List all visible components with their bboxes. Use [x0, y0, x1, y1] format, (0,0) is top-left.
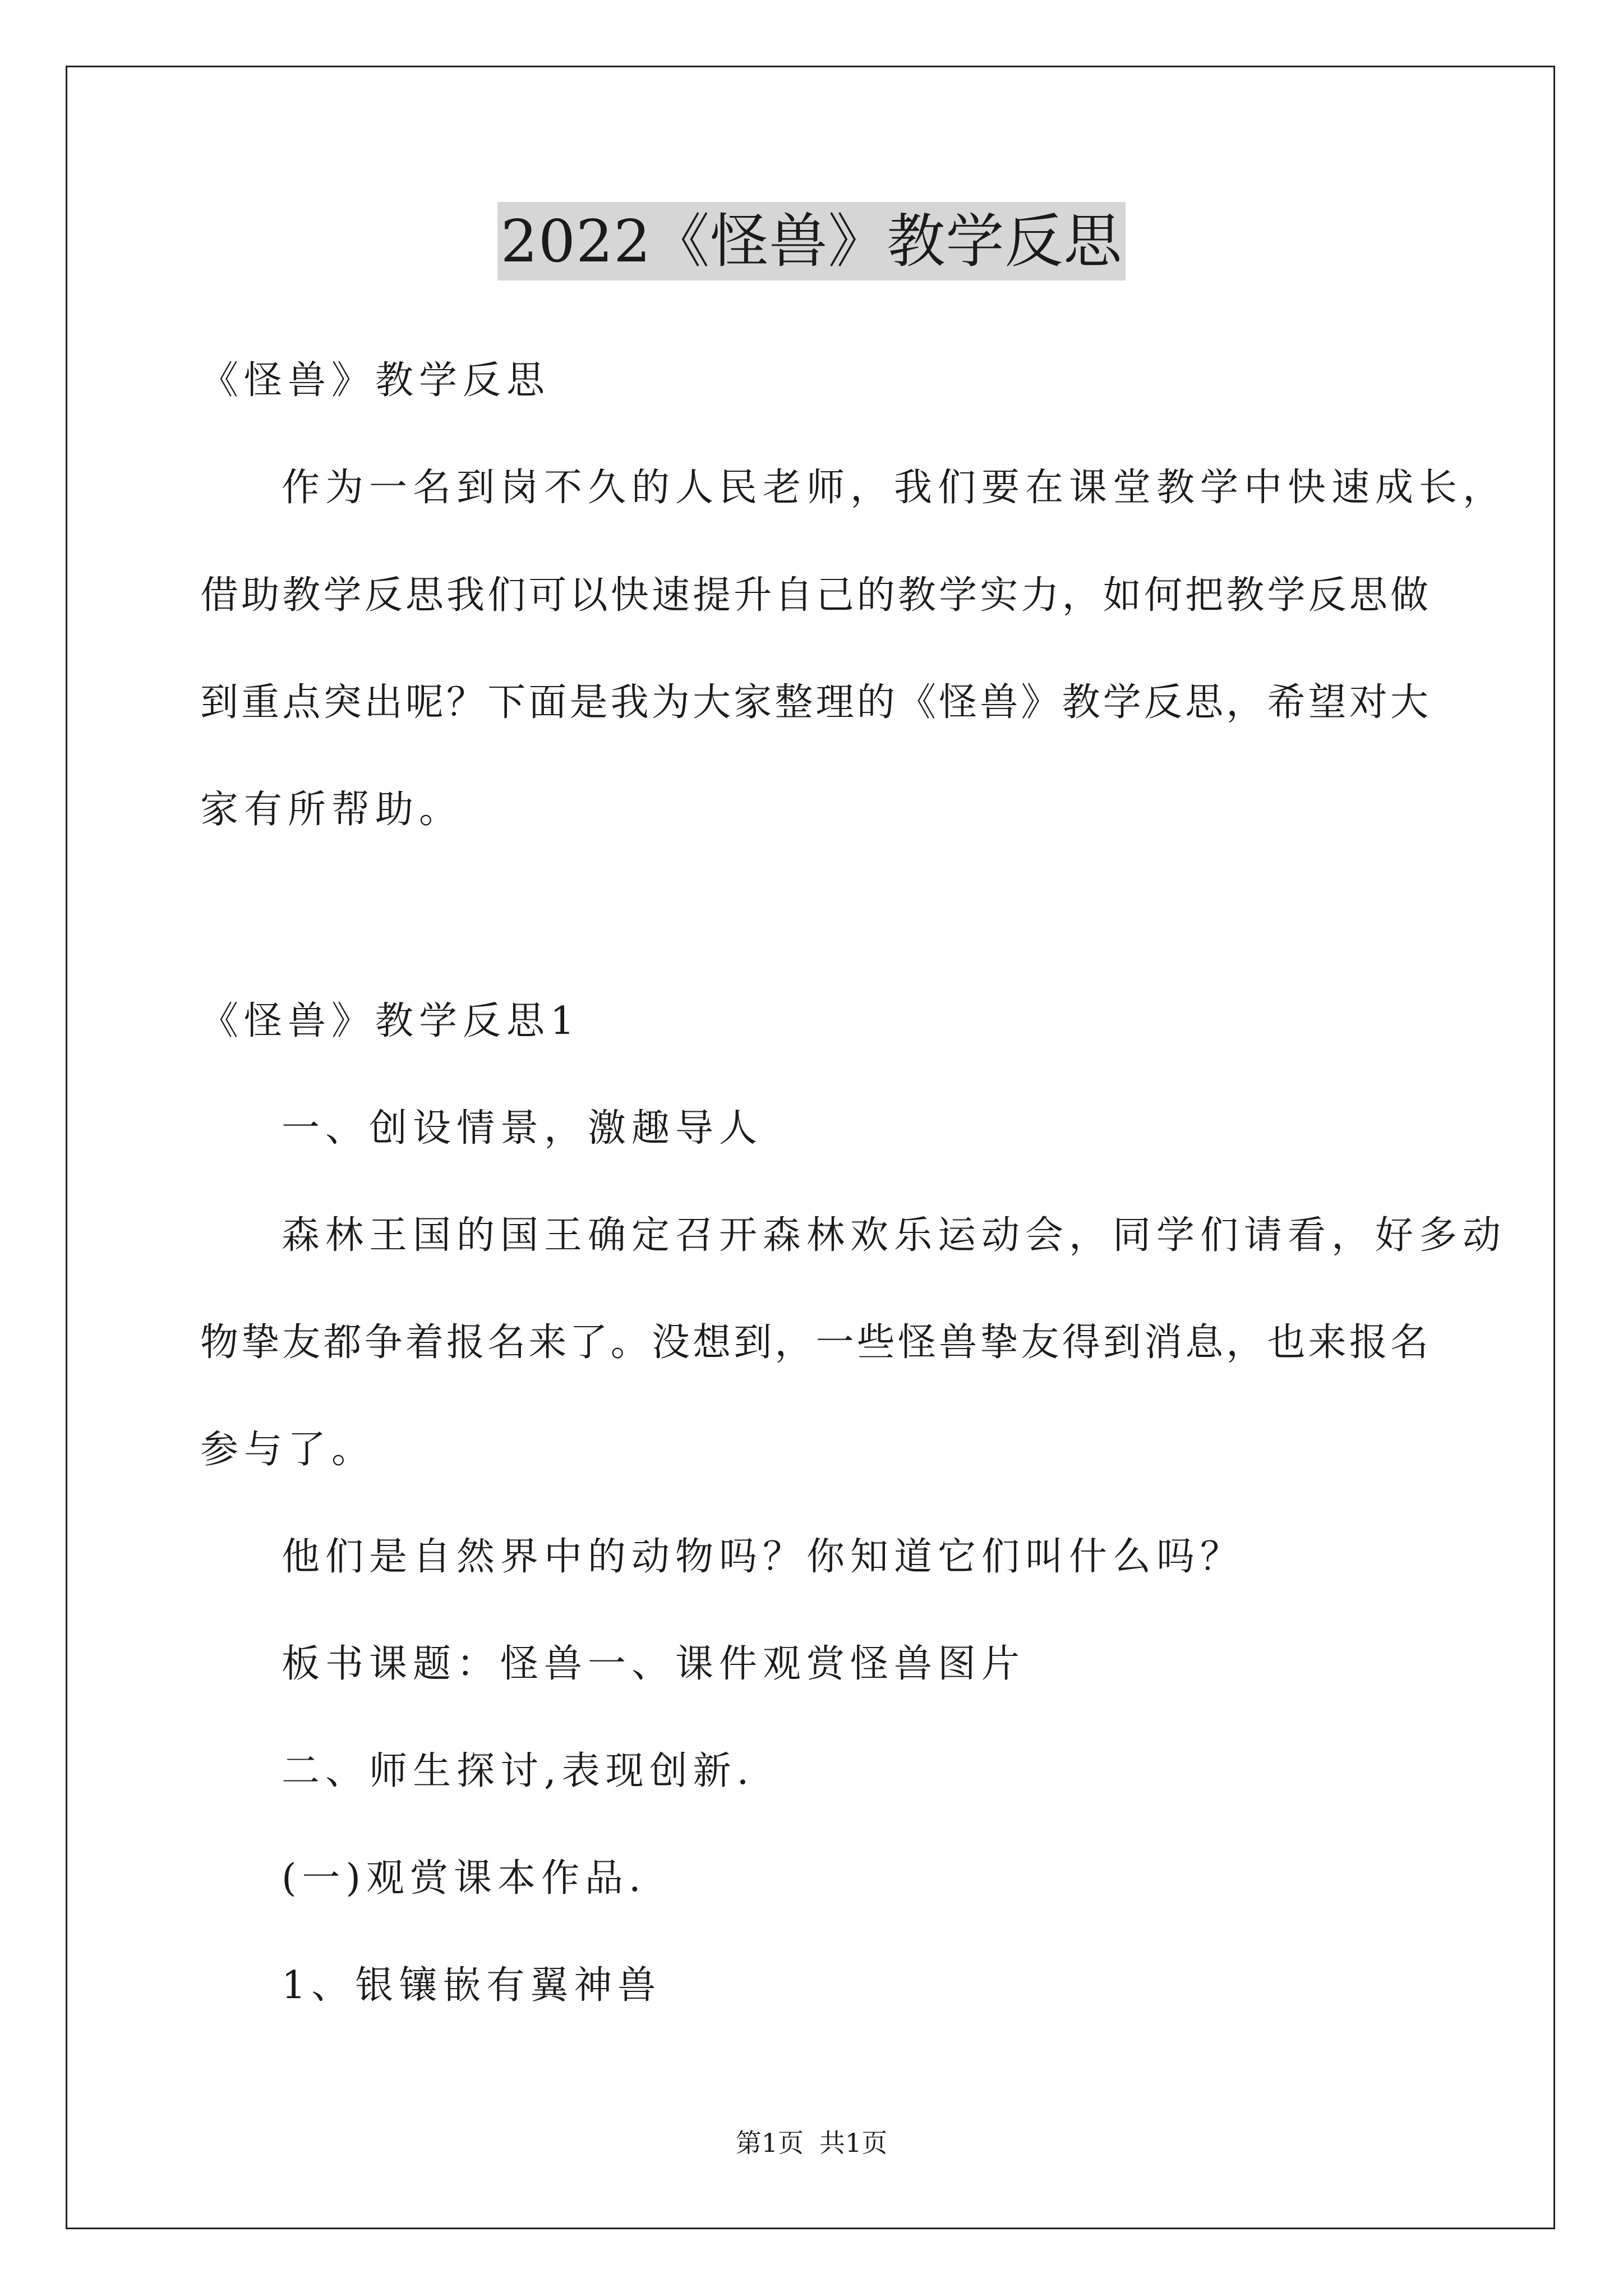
step2-heading: 二、师生探讨,表现创新.: [282, 1749, 755, 1793]
forest-line-3: 参与了。: [200, 1428, 376, 1472]
title-wrap: [0, 202, 1623, 280]
intro-line-3: 到重点突出呢？下面是我为大家整理的《怪兽》教学反思，希望对大: [200, 680, 1428, 725]
intro-line-4: 家有所帮助。: [200, 788, 463, 832]
sub1-heading: (一)观赏课本作品.: [282, 1856, 647, 1901]
intro-line-1: 作为一名到岗不久的人民老师，我们要在课堂教学中快速成长，: [282, 466, 1507, 510]
step1-heading: 一、创设情景，激趣导人: [282, 1106, 763, 1151]
page-current: 第1页: [735, 2128, 804, 2158]
document-subtitle: 《怪兽》教学反思: [200, 358, 551, 403]
question-line: 他们是自然界中的动物吗？你知道它们叫什么吗？: [282, 1535, 1244, 1579]
page-total: 共1页: [819, 2128, 888, 2158]
document-title: 2022《怪兽》教学反思: [497, 202, 1126, 280]
page-footer: [0, 2126, 1623, 2160]
item1-line: 1、银镶嵌有翼神兽: [282, 1963, 662, 2008]
forest-line-1: 森林王国的国王确定召开森林欢乐运动会，同学们请看，好多动: [282, 1213, 1507, 1258]
board-line: 板书课题：怪兽一、课件观赏怪兽图片: [282, 1642, 1026, 1686]
forest-line-2: 物挚友都争着报名来了。没想到，一些怪兽挚友得到消息，也来报名: [200, 1320, 1428, 1365]
intro-line-2: 借助教学反思我们可以快速提升自己的教学实力，如何把教学反思做: [200, 573, 1428, 618]
section1-heading: 《怪兽》教学反思1: [200, 999, 580, 1043]
